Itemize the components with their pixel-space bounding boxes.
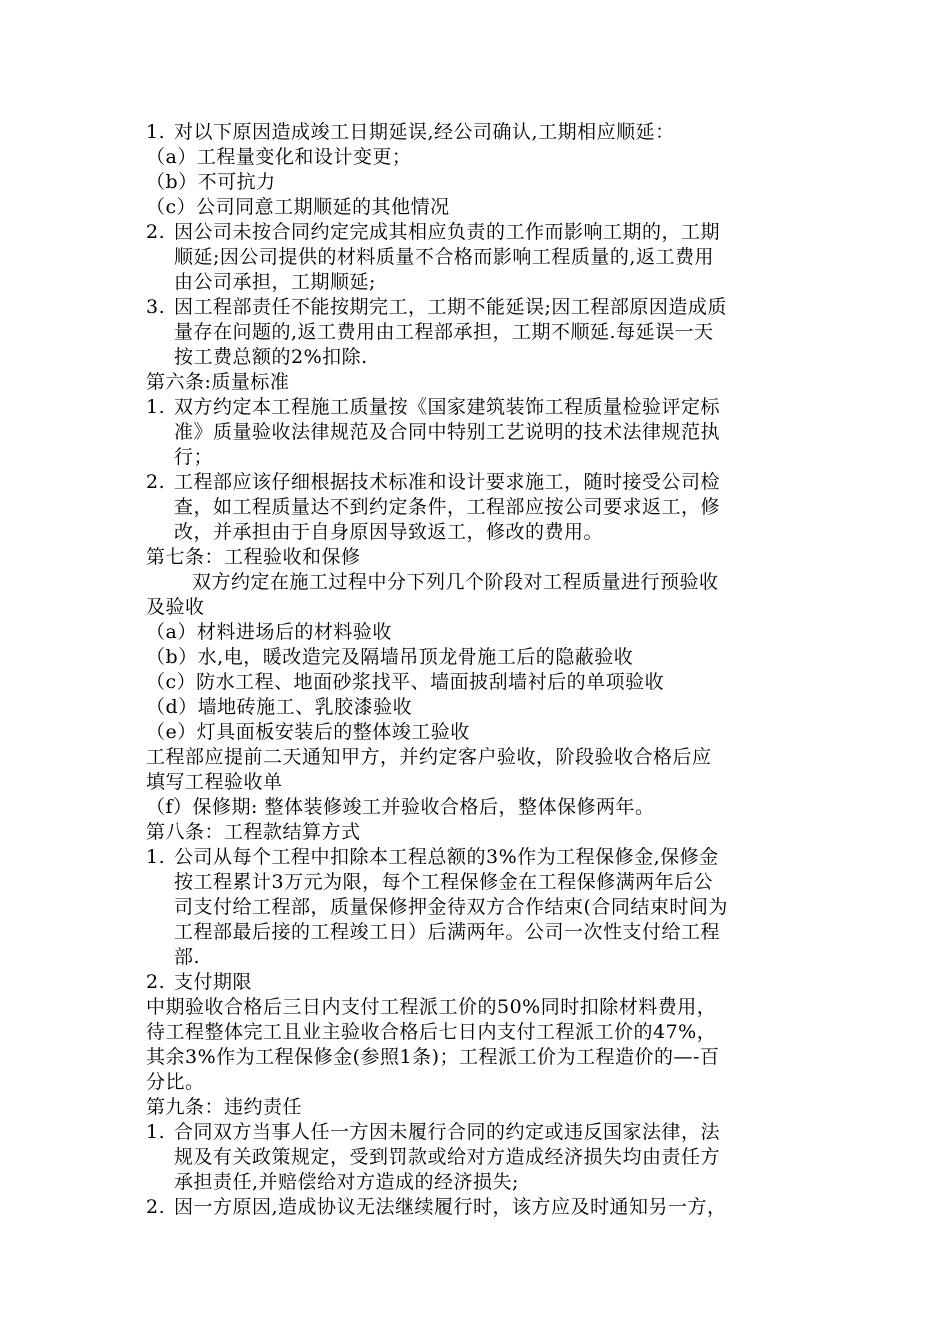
paragraph-text: 填写工程验收单 bbox=[146, 771, 283, 793]
paragraph-text: 查，如工程质量达不到约定条件，工程部应按公司要求返工，修 bbox=[174, 496, 721, 518]
list-continuation bbox=[146, 445, 808, 470]
paragraph-text: 支付期限 bbox=[174, 971, 253, 993]
paragraph-text: 其余3%作为工程保修金(参照1条)；工程派工价为工程造价的—-百 bbox=[146, 1046, 720, 1068]
paragraph-text: 公司从每个工程中扣除本工程总额的3%作为工程保修金,保修金 bbox=[174, 846, 719, 868]
list-item bbox=[146, 470, 808, 495]
sub-item bbox=[146, 795, 808, 820]
sub-item bbox=[146, 145, 808, 170]
sub-item bbox=[146, 170, 808, 195]
list-item bbox=[146, 395, 808, 420]
paragraph-text: 因一方原因,造成协议无法继续履行时，该方应及时通知另一方， bbox=[174, 1196, 727, 1218]
sub-item-text: （f）保修期: 整体装修竣工并验收合格后，整体保修两年。 bbox=[146, 796, 655, 818]
list-number: 2. bbox=[146, 1196, 166, 1218]
sub-item bbox=[146, 695, 808, 720]
list-item bbox=[146, 220, 808, 245]
sub-item bbox=[146, 670, 808, 695]
paragraph-text: 按工程累计3万元为限，每个工程保修金在工程保修满两年后公 bbox=[174, 871, 714, 893]
paragraph-text: 司支付给工程部，质量保修押金待双方合作结束(合同结束时间为 bbox=[174, 896, 728, 918]
list-continuation bbox=[146, 270, 808, 295]
heading-text: 第六条:质量标准 bbox=[146, 371, 290, 393]
list-continuation bbox=[146, 1145, 808, 1170]
paragraph-text: 由公司承担，工期顺延; bbox=[174, 271, 376, 293]
paragraph-text: 因公司未按合同约定完成其相应负责的工作而影响工期的，工期 bbox=[174, 221, 721, 243]
list-continuation bbox=[146, 870, 808, 895]
list-continuation bbox=[146, 245, 808, 270]
paragraph-text: 合同双方当事人任一方因未履行合同的约定或违反国家法律，法 bbox=[174, 1121, 721, 1143]
paragraph-text: 工程部最后接的工程竣工日）后满两年。公司一次性支付给工程 bbox=[174, 921, 721, 943]
paragraph-line bbox=[146, 745, 808, 770]
sub-item bbox=[146, 620, 808, 645]
list-number: 2. bbox=[146, 221, 166, 243]
list-continuation bbox=[146, 895, 808, 920]
list-item bbox=[146, 1195, 808, 1220]
sub-item bbox=[146, 720, 808, 745]
paragraph-text: 按工费总额的2%扣除. bbox=[174, 346, 368, 368]
heading-text: 第七条：工程验收和保修 bbox=[146, 546, 361, 568]
sub-item-text: （d）墙地砖施工、乳胶漆验收 bbox=[146, 696, 413, 718]
sub-item-text: （c）防水工程、地面砂浆找平、墙面披刮墙衬后的单项验收 bbox=[146, 671, 665, 693]
list-number: 1. bbox=[146, 846, 166, 868]
list-item bbox=[146, 970, 808, 995]
paragraph-text: 因工程部责任不能按期完工，工期不能延误;因工程部原因造成质 bbox=[174, 296, 727, 318]
paragraph-text: 待工程整体完工且业主验收合格后七日内支付工程派工价的47%， bbox=[146, 1021, 717, 1043]
list-continuation bbox=[146, 520, 808, 545]
paragraph-text: 行； bbox=[174, 446, 214, 468]
paragraph-text: 工程部应该仔细根据技术标准和设计要求施工，随时接受公司检 bbox=[174, 471, 721, 493]
list-continuation bbox=[146, 320, 808, 345]
sub-item-text: （e）灯具面板安装后的整体竣工验收 bbox=[146, 721, 470, 743]
paragraph-text: 分比。 bbox=[146, 1071, 205, 1093]
sub-item-text: （b）不可抗力 bbox=[146, 171, 276, 193]
list-item bbox=[146, 845, 808, 870]
paragraph-text: 量存在问题的,返工费用由工程部承担，工期不顺延.每延误一天 bbox=[174, 321, 714, 343]
paragraph-text: 对以下原因造成竣工日期延误,经公司确认,工期相应顺延： bbox=[174, 121, 675, 143]
paragraph-line bbox=[146, 770, 808, 795]
paragraph-text: 规及有关政策规定，受到罚款或给对方造成经济损失均由责任方 bbox=[174, 1146, 721, 1168]
section-heading bbox=[146, 545, 808, 570]
paragraph-text: 部. bbox=[174, 946, 201, 968]
list-continuation bbox=[146, 920, 808, 945]
paragraph-text: 承担责任,并赔偿给对方造成的经济损失; bbox=[174, 1171, 519, 1193]
list-number: 3. bbox=[146, 296, 166, 318]
sub-item-text: （c）公司同意工期顺延的其他情况 bbox=[146, 196, 450, 218]
list-number: 1. bbox=[146, 396, 166, 418]
paragraph-text: 及验收 bbox=[146, 596, 205, 618]
sub-item-text: （a）材料进场后的材料验收 bbox=[146, 621, 392, 643]
paragraph-line bbox=[146, 1045, 808, 1070]
heading-text: 第九条：违约责任 bbox=[146, 1096, 303, 1118]
indented-paragraph bbox=[146, 570, 808, 595]
list-continuation bbox=[146, 945, 808, 970]
list-number: 2. bbox=[146, 471, 166, 493]
paragraph-text: 工程部应提前二天通知甲方，并约定客户验收，阶段验收合格后应 bbox=[146, 746, 712, 768]
paragraph-text: 改，并承担由于自身原因导致返工，修改的费用。 bbox=[174, 521, 604, 543]
list-number: 2. bbox=[146, 971, 166, 993]
list-number: 1. bbox=[146, 121, 166, 143]
list-item bbox=[146, 295, 808, 320]
sub-item-text: （b）水,电，暖改造完及隔墙吊顶龙骨施工后的隐蔽验收 bbox=[146, 646, 634, 668]
section-heading bbox=[146, 820, 808, 845]
section-heading bbox=[146, 1095, 808, 1120]
list-item bbox=[146, 120, 808, 145]
paragraph-line bbox=[146, 1020, 808, 1045]
paragraph-text: 准》质量验收法律规范及合同中特别工艺说明的技术法律规范执 bbox=[174, 421, 721, 443]
sub-item-text: （a）工程量变化和设计变更； bbox=[146, 146, 412, 168]
list-number: 1. bbox=[146, 1121, 166, 1143]
list-item bbox=[146, 1120, 808, 1145]
list-continuation bbox=[146, 345, 808, 370]
paragraph-text: 顺延;因公司提供的材料质量不合格而影响工程质量的,返工费用 bbox=[174, 246, 714, 268]
sub-item bbox=[146, 645, 808, 670]
list-continuation bbox=[146, 1170, 808, 1195]
list-continuation bbox=[146, 495, 808, 520]
paragraph-text: 双方约定本工程施工质量按《国家建筑装饰工程质量检验评定标 bbox=[174, 396, 721, 418]
sub-item bbox=[146, 195, 808, 220]
paragraph-text: 双方约定在施工过程中分下列几个阶段对工程质量进行预验收 bbox=[192, 571, 719, 593]
section-heading bbox=[146, 370, 808, 395]
paragraph-line bbox=[146, 595, 808, 620]
paragraph-text: 中期验收合格后三日内支付工程派工价的50%同时扣除材料费用， bbox=[146, 996, 717, 1018]
heading-text: 第八条：工程款结算方式 bbox=[146, 821, 361, 843]
paragraph-line bbox=[146, 995, 808, 1020]
list-continuation bbox=[146, 420, 808, 445]
paragraph-line bbox=[146, 1070, 808, 1095]
